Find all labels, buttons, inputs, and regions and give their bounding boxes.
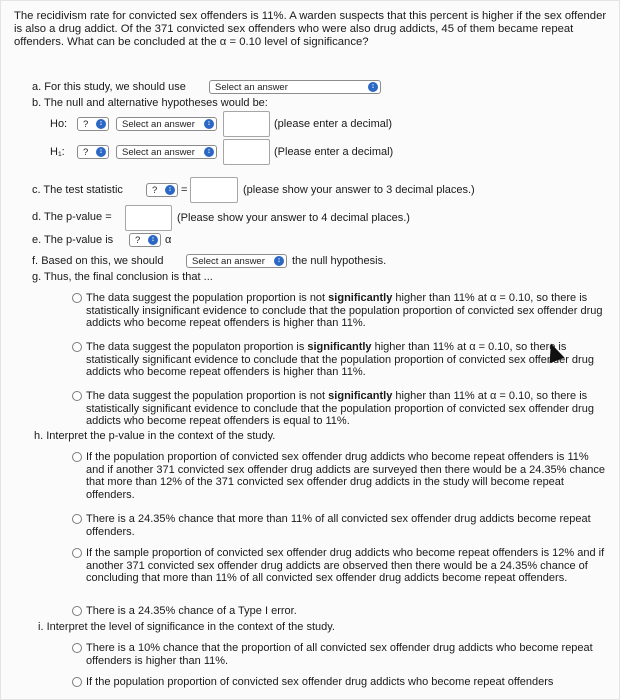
conclusion-option-3: [86, 390, 606, 428]
part-c-prefix: c.: [32, 184, 41, 196]
test-statistic-type-select[interactable]: [146, 183, 178, 197]
alpha-symbol: α: [165, 234, 172, 246]
conclusion-option-2-bold: significantly: [307, 341, 372, 353]
decision-select-value: Select an answer: [192, 255, 265, 267]
p-value-comparison-value: ?: [135, 234, 141, 246]
part-a-prefix: a.: [32, 81, 42, 93]
part-e-prefix: e.: [32, 234, 42, 246]
pvalue-interp-option-4: There is a 24.35% chance of a Type I error.: [86, 605, 297, 617]
part-g-label: Thus, the final conclusion is that ...: [44, 271, 213, 283]
part-b-label: The null and alternative hypotheses would be:: [44, 97, 268, 109]
conclusion-option-3-radio[interactable]: [72, 391, 82, 401]
conclusion-option-3-text-b: higher than 11% at α = 0.10, so there is statistically significant evidence to conclude that the population proportion of convicted sex offender drug addicts who become repeat offenders is equal to 11%.: [86, 390, 594, 427]
pvalue-interp-option-2-radio[interactable]: [72, 514, 82, 524]
h0-relation-select[interactable]: [116, 117, 217, 131]
part-h: [34, 430, 275, 443]
h1-parameter-select[interactable]: [77, 145, 109, 159]
h0-relation-value: Select an answer: [122, 118, 195, 130]
chevron-updown-icon: ↕: [204, 119, 214, 129]
p-value-comparison-select[interactable]: [129, 233, 161, 247]
conclusion-option-1-bold: significantly: [328, 292, 393, 304]
test-type-select[interactable]: [209, 80, 381, 94]
part-d-label: The p-value =: [44, 211, 112, 223]
h1-relation-select[interactable]: [116, 145, 217, 159]
part-h-prefix: h.: [34, 430, 44, 442]
part-b-prefix: b.: [32, 97, 42, 109]
h0-label: Ho:: [50, 118, 68, 130]
chevron-updown-icon: ↕: [148, 235, 158, 245]
conclusion-option-1-text-a: The data suggest the population proportion is not: [86, 292, 329, 304]
test-statistic-hint: (please show your answer to 3 decimal places.): [243, 184, 475, 196]
pvalue-interp-option-3-radio[interactable]: [72, 548, 82, 558]
part-e: [32, 234, 113, 247]
chevron-updown-icon: ↕: [274, 256, 284, 266]
conclusion-option-2-text-a: The data suggest the populaton proportion is: [86, 341, 308, 353]
h0-parameter-select[interactable]: [77, 117, 109, 131]
pvalue-interp-option-1-radio[interactable]: [72, 452, 82, 462]
part-c: [32, 184, 123, 197]
p-value-hint: (Please show your answer to 4 decimal places.): [177, 212, 410, 224]
significance-interp-option-1: There is a 10% chance that the proportion of all convicted sex offender drug addicts who become repeat offenders is higher than 11%.: [86, 642, 593, 667]
pvalue-interp-option-2: There is a 24.35% chance that more than 11% of all convicted sex offender drug addicts become repeat offenders.: [86, 513, 591, 538]
part-f: [32, 255, 164, 268]
pvalue-interp-option-4-radio[interactable]: [72, 606, 82, 616]
conclusion-option-2-text-b: higher than 11% at α = 0.10, so there is statistically significant evidence to conclude that the population proportion of convicted sex offender drug addicts who become repeat offenders is higher than 11%.: [86, 341, 594, 378]
test-statistic-input[interactable]: [190, 177, 238, 203]
part-e-label: The p-value is: [44, 234, 114, 246]
chevron-updown-icon: ↕: [165, 185, 175, 195]
chevron-updown-icon: ↕: [96, 119, 106, 129]
part-a-label: For this study, we should use: [44, 81, 186, 93]
chevron-updown-icon: ↕: [368, 82, 378, 92]
part-i-prefix: i.: [38, 621, 44, 633]
pvalue-interp-option-3: If the sample proportion of convicted sex offender drug addicts who become repeat offenders is 12% and if another 371 convicted sex offender drug addicts are observed then there would be a 24.35% chance of concluding that more than 11% of all convicted sex offender drug addicts become repeat offenders.: [86, 547, 605, 584]
decision-suffix: the null hypothesis.: [292, 255, 387, 267]
pvalue-interp-option-1: If the population proportion of convicted sex offender drug addicts who become repeat offenders is 11% and if another 371 convicted sex offender drug addicts are surveyed then there would be a 24.35% chance that more than 12% of the 371 convicted sex offender drug addicts in the study will become repeat offenders.: [86, 451, 605, 501]
h1-parameter-value: ?: [83, 146, 89, 158]
conclusion-option-2: [86, 341, 606, 379]
significance-interp-option-2-radio[interactable]: [72, 677, 82, 687]
decision-select[interactable]: [186, 254, 287, 268]
conclusion-option-1-text-b: higher than 11% at α = 0.10, so there is statistically insignificant evidence to conclude that the population proportion of convicted sex offender drug addicts who become repeat offenders is higher than 11%.: [86, 292, 603, 329]
h1-hint: (Please enter a decimal): [274, 146, 394, 158]
part-a: [32, 81, 186, 94]
part-h-label: Interpret the p-value in the context of the study.: [46, 430, 276, 442]
conclusion-option-2-radio[interactable]: [72, 342, 82, 352]
problem-statement: The recidivism rate for convicted sex offenders is 11%. A warden suspects that this percent is higher if the sex offender is also a drug addict. Of the 371 convicted sex offenders who were also drug addicts, 45 of them became repeat offenders. What can be concluded at the α = 0.10 level of significance?: [14, 10, 607, 48]
equals-sign: =: [181, 184, 188, 196]
part-d-prefix: d.: [32, 211, 42, 223]
part-g: [32, 271, 213, 284]
part-f-label: Based on this, we should: [41, 255, 164, 267]
conclusion-option-1: [86, 292, 606, 330]
h0-parameter-value: ?: [83, 118, 89, 130]
conclusion-option-1-radio[interactable]: [72, 293, 82, 303]
test-type-select-value: Select an answer: [215, 81, 288, 93]
part-i: [38, 621, 335, 634]
h1-label: H₁:: [50, 146, 65, 158]
h1-value-input[interactable]: [223, 139, 270, 165]
h1-relation-value: Select an answer: [122, 146, 195, 158]
part-i-label: Interpret the level of significance in the context of the study.: [46, 621, 335, 633]
test-statistic-type-value: ?: [152, 184, 158, 196]
part-d: [32, 211, 112, 224]
significance-interp-option-1-radio[interactable]: [72, 643, 82, 653]
h0-value-input[interactable]: [223, 111, 270, 137]
conclusion-option-3-bold: significantly: [328, 390, 393, 402]
chevron-updown-icon: ↕: [96, 147, 106, 157]
chevron-updown-icon: ↕: [204, 147, 214, 157]
part-g-prefix: g.: [32, 271, 42, 283]
part-f-prefix: f.: [32, 255, 39, 267]
h0-hint: (please enter a decimal): [274, 118, 393, 130]
part-b: [32, 97, 268, 110]
part-c-label: The test statistic: [43, 184, 123, 196]
conclusion-option-3-text-a: The data suggest the population proportion is not: [86, 390, 329, 402]
p-value-input[interactable]: [125, 205, 172, 231]
significance-interp-option-2: If the population proportion of convicted sex offender drug addicts who become repeat offenders: [86, 676, 554, 688]
